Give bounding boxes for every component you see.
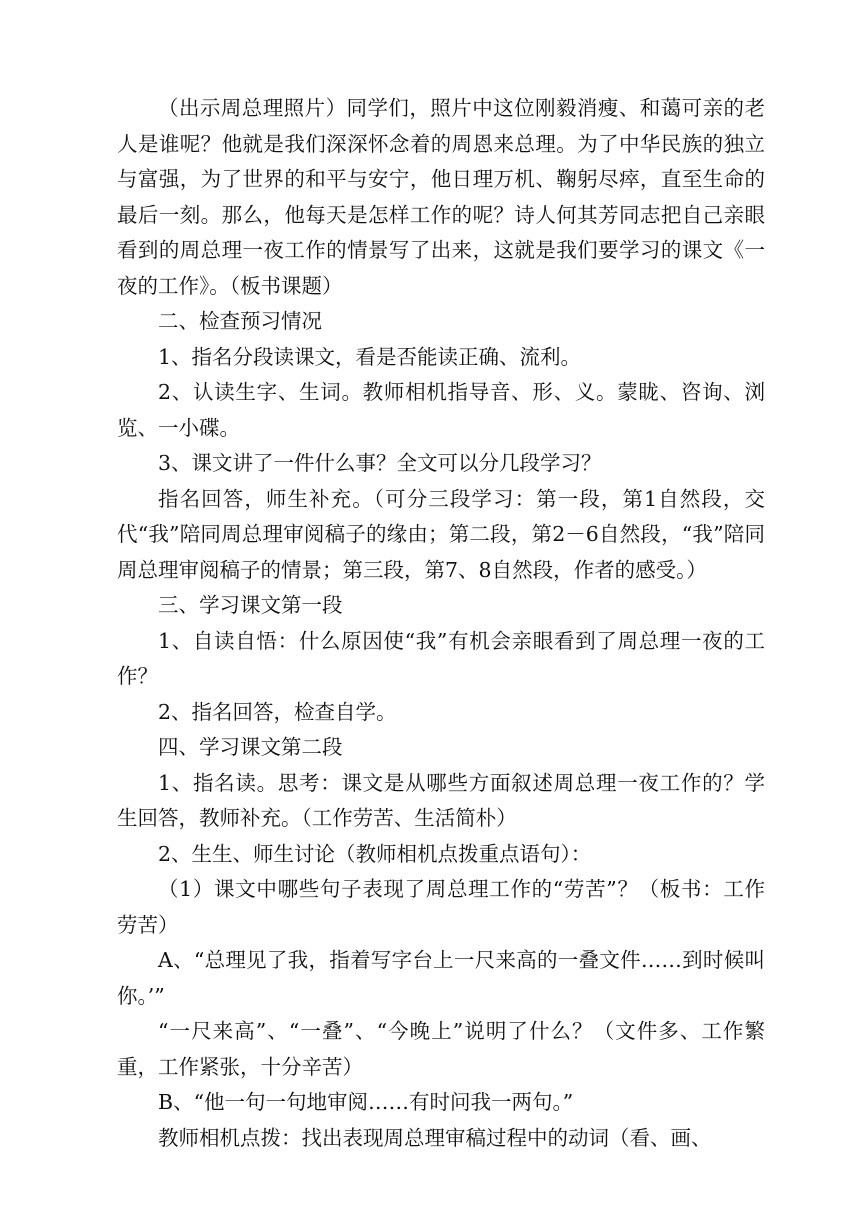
question-paragraph: （1）课文中哪些句子表现了周总理工作的“劳苦”？（板书：工作劳苦） (117, 877, 765, 937)
analysis-paragraph: “一尺来高”、“一叠”、“今晚上”说明了什么？（文件多、工作繁重，工作紧张，十分辛苦） (117, 1019, 765, 1079)
quote-paragraph: B、“他一句一句地审阅……有时问我一两句。” (158, 1090, 574, 1114)
analysis-paragraph: 教师相机点拨：找出表现周总理审稿过程中的动词（看、画、 (158, 1125, 712, 1150)
quote-paragraph: A、“总理见了我，指着写字台上一尺来高的一叠文件……到时候叫你。’” (117, 948, 765, 1008)
section-heading-first-part: 三、学习课文第一段 (158, 593, 343, 617)
section-heading-second-part: 四、学习课文第二段 (158, 735, 343, 759)
step-paragraph: 2、认读生字、生词。教师相机指导音、形、义。蒙眬、咨询、浏览、一小碟。 (117, 380, 765, 440)
intro-paragraph: （出示周总理照片）同学们，照片中这位刚毅消瘦、和蔼可亲的老人是谁呢？他就是我们深深怀念着的周恩来总理。为了中华民族的独立与富强，为了世界的和平与安宁，他日理万机、鞠躬尽瘁，直至生命的最后一刻。那么，他每天是怎样工作的呢？诗人何其芳同志把自己亲眼看到的周总理一夜工作的情景写了出来，这就是我们要学习的课文《一夜的工作》。（板书课题） (117, 96, 765, 298)
section-heading-check-preview: 二、检查预习情况 (158, 309, 322, 333)
step-paragraph: 1、自读自悟：什么原因使“我”有机会亲眼看到了周总理一夜的工作？ (117, 628, 765, 688)
step-paragraph: 1、指名读。思考：课文是从哪些方面叙述周总理一夜工作的？学生回答，教师补充。（工作劳苦、生活简朴） (117, 770, 765, 830)
step-paragraph: 2、生生、师生讨论（教师相机点拨重点语句）： (158, 841, 592, 866)
document-page (117, 91, 765, 1156)
step-paragraph: 2、指名回答，检查自学。 (158, 699, 397, 724)
step-paragraph: 1、指名分段读课文，看是否能读正确、流利。 (158, 344, 582, 369)
step-paragraph: 3、课文讲了一件什么事？全文可以分几段学习？ (158, 451, 602, 475)
answer-paragraph: 指名回答，师生补充。（可分三段学习：第一段，第1自然段，交代“我”陪同周总理审阅稿子的缘由；第二段，第2－6自然段，“我”陪同周总理审阅稿子的情景；第三段，第7、8自然段，作者的感受。） (117, 486, 765, 582)
